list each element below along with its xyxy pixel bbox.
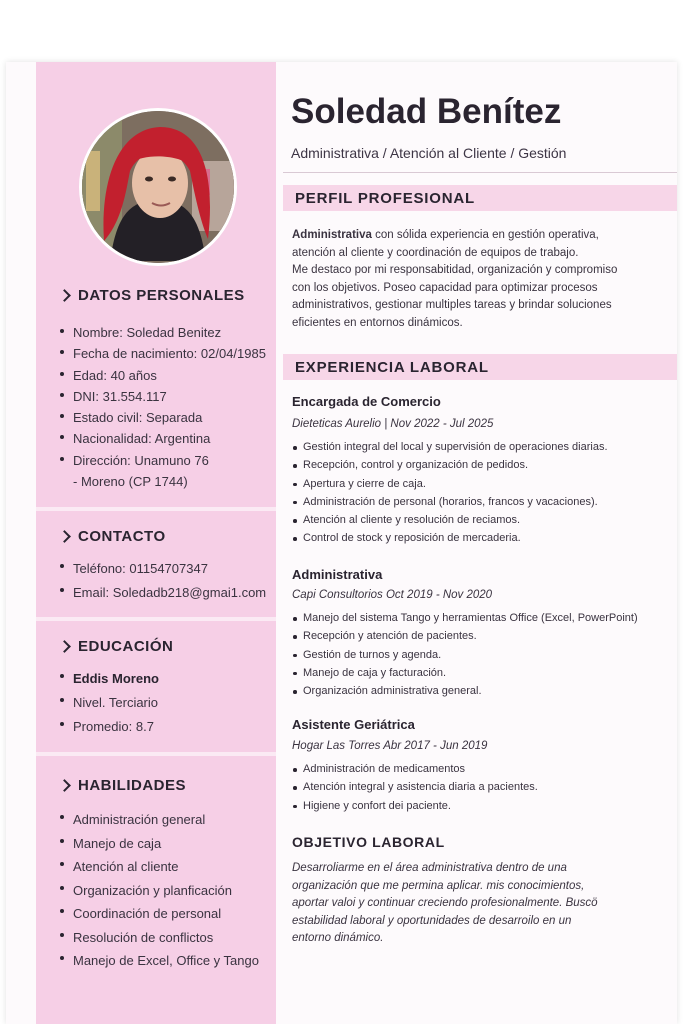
list-item: Apertura y cierre de caja. — [292, 475, 677, 493]
header-divider — [283, 172, 677, 173]
section-title: EXPERIENCIA LABORAL — [295, 359, 489, 376]
chevron-right-icon — [58, 530, 71, 543]
list-item: - Moreno (CP 1744) — [73, 474, 188, 490]
education-list — [60, 667, 159, 739]
section-title: PERFIL PROFESIONAL — [295, 190, 475, 207]
list-item: Administración general — [60, 808, 259, 832]
objective-paragraph: Desarroliarme en el área administrativa dentro de una organización que me permina aplicar. mis conocimientos, aportar valoi y continuar creciendo profesionalmente. Buscö estabilidad laboral y oportunidades de desarroilo en un entorno dinámico. — [292, 862, 598, 944]
list-item: Coordinación de personal — [60, 902, 259, 926]
list-item: Recepción, control y organización de pedidos. — [292, 456, 677, 474]
job-bullets — [292, 609, 677, 700]
job-title: Administrativa — [292, 567, 383, 582]
list-item: Nacionalidad: Argentina — [60, 428, 266, 449]
email-item: Email: Soledadb218@gmai1.com — [60, 581, 266, 605]
chevron-right-icon — [58, 289, 71, 302]
section-title: CONTACTO — [78, 528, 166, 545]
skills-section — [60, 777, 186, 794]
skills-list — [60, 808, 259, 973]
contact-list — [60, 557, 266, 605]
list-item: Administración de medicamentos — [292, 760, 677, 778]
list-item: Atención al cliente — [60, 855, 259, 879]
candidate-subtitle: Administrativa / Atención al Cliente / Gestión — [291, 145, 567, 161]
job-title: Asistente Geriátrica — [292, 717, 415, 732]
list-item: Control de stock y reposición de mercaderia. — [292, 529, 677, 547]
list-item: DNI: 31.554.117 — [60, 386, 266, 407]
list-item: Dirección: Unamuno 76 — [60, 450, 266, 471]
job-meta: Hogar Las Torres Abr 2017 - Jun 2019 — [292, 740, 488, 752]
list-item: Resolución de conflictos — [60, 926, 259, 950]
sidebar-divider — [36, 617, 276, 621]
list-item: Atención integral y asistencia diaria a pacientes. — [292, 778, 677, 796]
profile-photo — [79, 108, 237, 266]
list-item: Fecha de nacimiento: 02/04/1985 — [60, 343, 266, 364]
section-title: EDUCACIÓN — [78, 638, 174, 655]
chevron-right-icon — [58, 640, 71, 653]
list-item: Higiene y confort dei paciente. — [292, 797, 677, 815]
list-item: Manejo de Excel, Office y Tango — [60, 949, 259, 973]
profile-paragraph: Administrativa con sólida experiencia en gestión operativa, atención al cliente y coordinación de equipos de trabajo. Me destaco por mi responsabitidad, organización y compromiso con los objetivos. Poseo capacidad para optimizar procesos administrativos, gestionar multiples tareas y brindar soluciones eficientes en entornos dinámicos. — [292, 229, 618, 329]
list-item: Nivel. Terciario — [60, 691, 159, 715]
contact-section — [60, 528, 166, 545]
section-title: HABILIDADES — [78, 777, 187, 794]
objective-section-header: OBJETIVO LABORAL — [292, 834, 445, 850]
experience-section-header — [283, 354, 677, 380]
job-bullets — [292, 760, 677, 815]
job-bullets — [292, 438, 677, 548]
list-item: Gestión de turnos y agenda. — [292, 646, 677, 664]
list-item: Administración de personal (horarios, francos y vacaciones). — [292, 493, 677, 511]
phone-item: Teléfono: 01154707347 — [60, 557, 266, 581]
list-item: Organización administrativa general. — [292, 682, 677, 700]
profile-section-header — [283, 185, 677, 211]
sidebar-divider — [36, 752, 276, 756]
list-item: Manejo de caja y facturación. — [292, 664, 677, 682]
chevron-right-icon — [58, 779, 71, 792]
job-meta: Capi Consultorios Oct 2019 - Nov 2020 — [292, 589, 493, 601]
list-item: Recepción y atención de pacientes. — [292, 627, 677, 645]
job-meta: Dieteticas Aurelio | Nov 2022 - Jul 2025 — [292, 418, 494, 430]
job-title: Encargada de Comercio — [292, 394, 441, 409]
school-name: Eddis Moreno — [60, 667, 159, 691]
candidate-name: Soledad Benítez — [291, 92, 562, 131]
list-item: Gestión integral del local y supervisión de operaciones diarias. — [292, 438, 677, 456]
profile-lead: Administrativa — [292, 229, 372, 241]
sidebar-divider — [36, 507, 276, 511]
section-title: DATOS PERSONALES — [78, 287, 245, 304]
list-item: Edad: 40 años — [60, 365, 266, 386]
education-section — [60, 638, 173, 655]
list-item: Atención al cliente y resolución de reciamos. — [292, 511, 677, 529]
list-item: Estado civil: Separada — [60, 407, 266, 428]
personal-section — [60, 287, 245, 304]
list-item: Manejo de caja — [60, 832, 259, 856]
personal-list — [60, 322, 266, 492]
list-item: Nombre: Soledad Benitez — [60, 322, 266, 343]
list-item: Promedio: 8.7 — [60, 715, 159, 739]
list-item: Manejo del sistema Tango y herramientas Office (Excel, PowerPoint) — [292, 609, 677, 627]
list-item: Organización y planficación — [60, 879, 259, 903]
